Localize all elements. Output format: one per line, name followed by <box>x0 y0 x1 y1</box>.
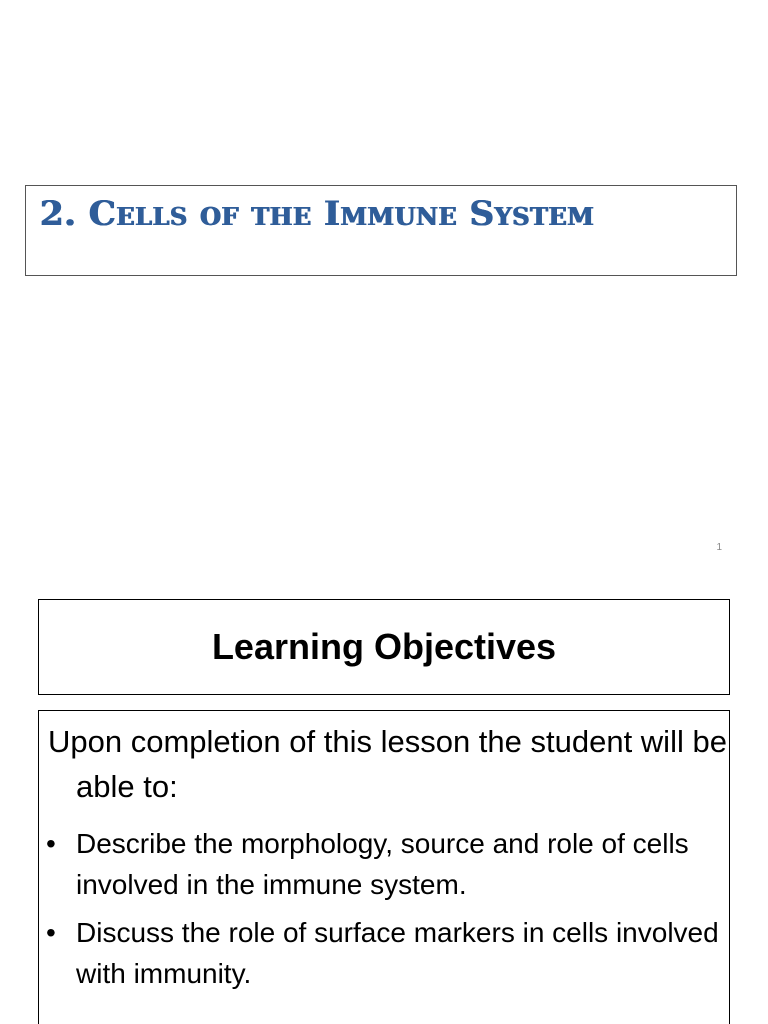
objectives-list <box>46 823 722 1001</box>
slide-title: 2. Cells of the Immune System <box>40 194 595 234</box>
title-box <box>25 185 737 276</box>
intro-text: Upon completion of this lesson the student will be able to: <box>48 724 727 804</box>
bullet-text: Describe the morphology, source and role of cells involved in the immune system. <box>76 828 689 900</box>
list-item <box>46 912 722 994</box>
objectives-body <box>38 710 730 1024</box>
list-item <box>46 823 722 905</box>
learning-objectives-heading: Learning Objectives <box>211 626 557 667</box>
slide-2 <box>0 576 768 1024</box>
bullet-icon: • <box>46 917 56 948</box>
heading-box <box>38 599 730 695</box>
bullet-icon: • <box>46 828 56 859</box>
bullet-text: Discuss the role of surface markers in cells involved with immunity. <box>76 917 719 989</box>
slide-number: 1 <box>716 542 722 553</box>
